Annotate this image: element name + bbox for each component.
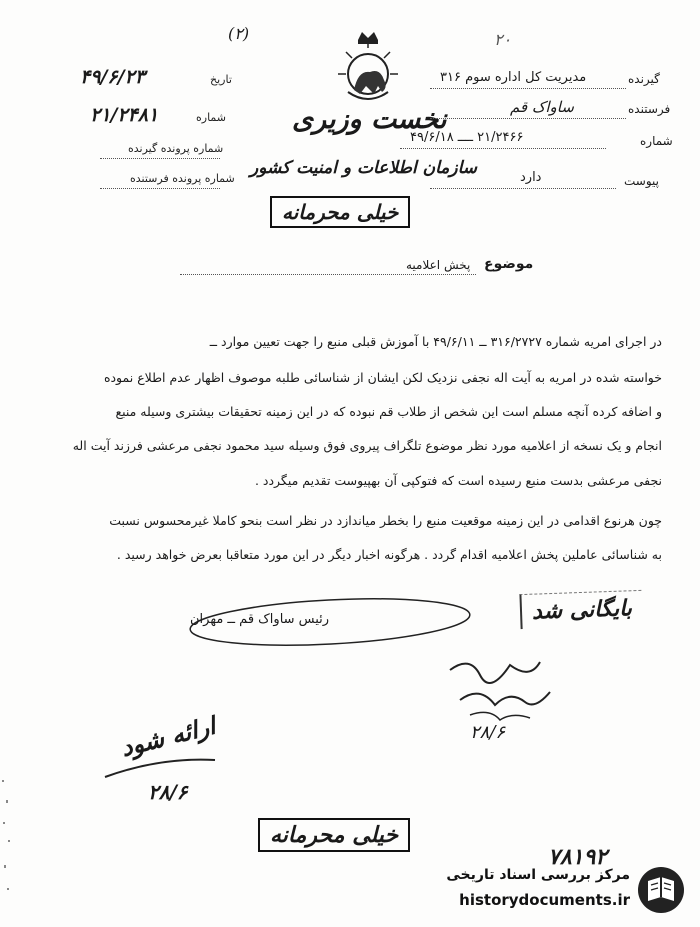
org-title: نخست وزیری [292, 104, 447, 135]
top-mark: ۲۰ [494, 30, 512, 49]
lion-and-sun-emblem-icon [318, 30, 418, 110]
archive-stamp: بایگانی شد [519, 590, 642, 629]
receiver-file-label: شماره پرونده گیرنده [128, 142, 224, 155]
page-mark: (۲) [228, 24, 250, 43]
body-line-3: و اضافه کرده آنچه مسلم است این شخص از طلاب قم نبوده که در این زمینه تحقیقات بیشتری وسیله منبع [115, 404, 662, 419]
body-line-6: چون هرنوع اقدامی در این زمینه موقعیت منبع را بخطر میاندازد در نظر است بنحو کاملا غیرمحسوس نسبت [109, 513, 662, 528]
body-line-1: در اجرای امریه شماره ۳۱۶/۲۷۲۷ ــ ۴۹/۶/۱۱ با آموزش قبلی منبع را جهت تعیین موارد ــ [209, 334, 662, 349]
org-subtitle: سازمان اطلاعات و امنیت کشور [250, 158, 478, 178]
reference-number: ۲۱/۲۴۶۶ ــــ ۴۹/۶/۱۸ [410, 130, 524, 145]
subject-label: موضوع [484, 256, 534, 272]
number-label: شماره [196, 111, 227, 124]
signature-date: ۲۸/۶ [470, 722, 506, 743]
body-line-5: نجفی مرعشی بدست منبع رسیده است که فتوکپی آن بهپیوست تقدیم میگردد . [254, 473, 662, 488]
body-line-4: انجام و یک نسخه از اعلامیه مورد نظر موضوع تلگراف پیروی فوق وسیله سید محمود نجفی مرعشی فرزند آیت اله [72, 438, 662, 453]
recipient-value: مدیریت کل اداره سوم ۳۱۶ [440, 70, 587, 85]
subject-value: پخش اعلامیه [406, 258, 471, 272]
body-line-7: به شناسائی عاملین پخش اعلامیه اقدام گردد . هرگونه اخبار دیگر در این مورد متعاقبا بعرض خواهد رسید . [116, 547, 662, 562]
sender-label: فرستنده [628, 102, 671, 116]
attachment-value: دارد [520, 170, 542, 185]
handwritten-date: ۲۸/۶ [148, 780, 188, 804]
date-value: ۴۹/۶/۲۳ [80, 66, 145, 88]
document-number: ۷۸۱۹۲ [548, 844, 608, 870]
classification-stamp: خیلی محرمانه [270, 196, 410, 228]
chief-line: رئیس ساواک قم ــ مهران [190, 612, 330, 627]
sender-value: ساواک قم [510, 98, 574, 116]
recipient-label: گیرنده [628, 72, 660, 86]
sender-file-label: شماره پرونده فرستنده [130, 172, 235, 185]
date-label: تاریخ [210, 73, 232, 86]
watermark-center-name: مرکز بررسی اسناد تاریخی [446, 867, 630, 883]
number-label-right: شماره [640, 134, 673, 148]
history-documents-logo-icon [636, 865, 686, 915]
number-value: ۲۱/۲۴۸۱ [90, 104, 159, 126]
watermark-footer [432, 863, 692, 919]
handwritten-underline [100, 752, 220, 782]
watermark-url: historydocuments.ir [459, 891, 630, 909]
attachment-label: پیوست [624, 174, 659, 188]
classification-stamp-bottom: خیلی محرمانه [258, 818, 410, 852]
scan-edge-noise [0, 770, 14, 927]
handwritten-note: ارائه شود [117, 710, 219, 763]
body-line-2: خواسته شده در امریه به آیت اله نجفی نزدیک لکن ایشان از شناسائی طلبه موصوف اظهار عدم اطلاع نموده [103, 370, 662, 385]
